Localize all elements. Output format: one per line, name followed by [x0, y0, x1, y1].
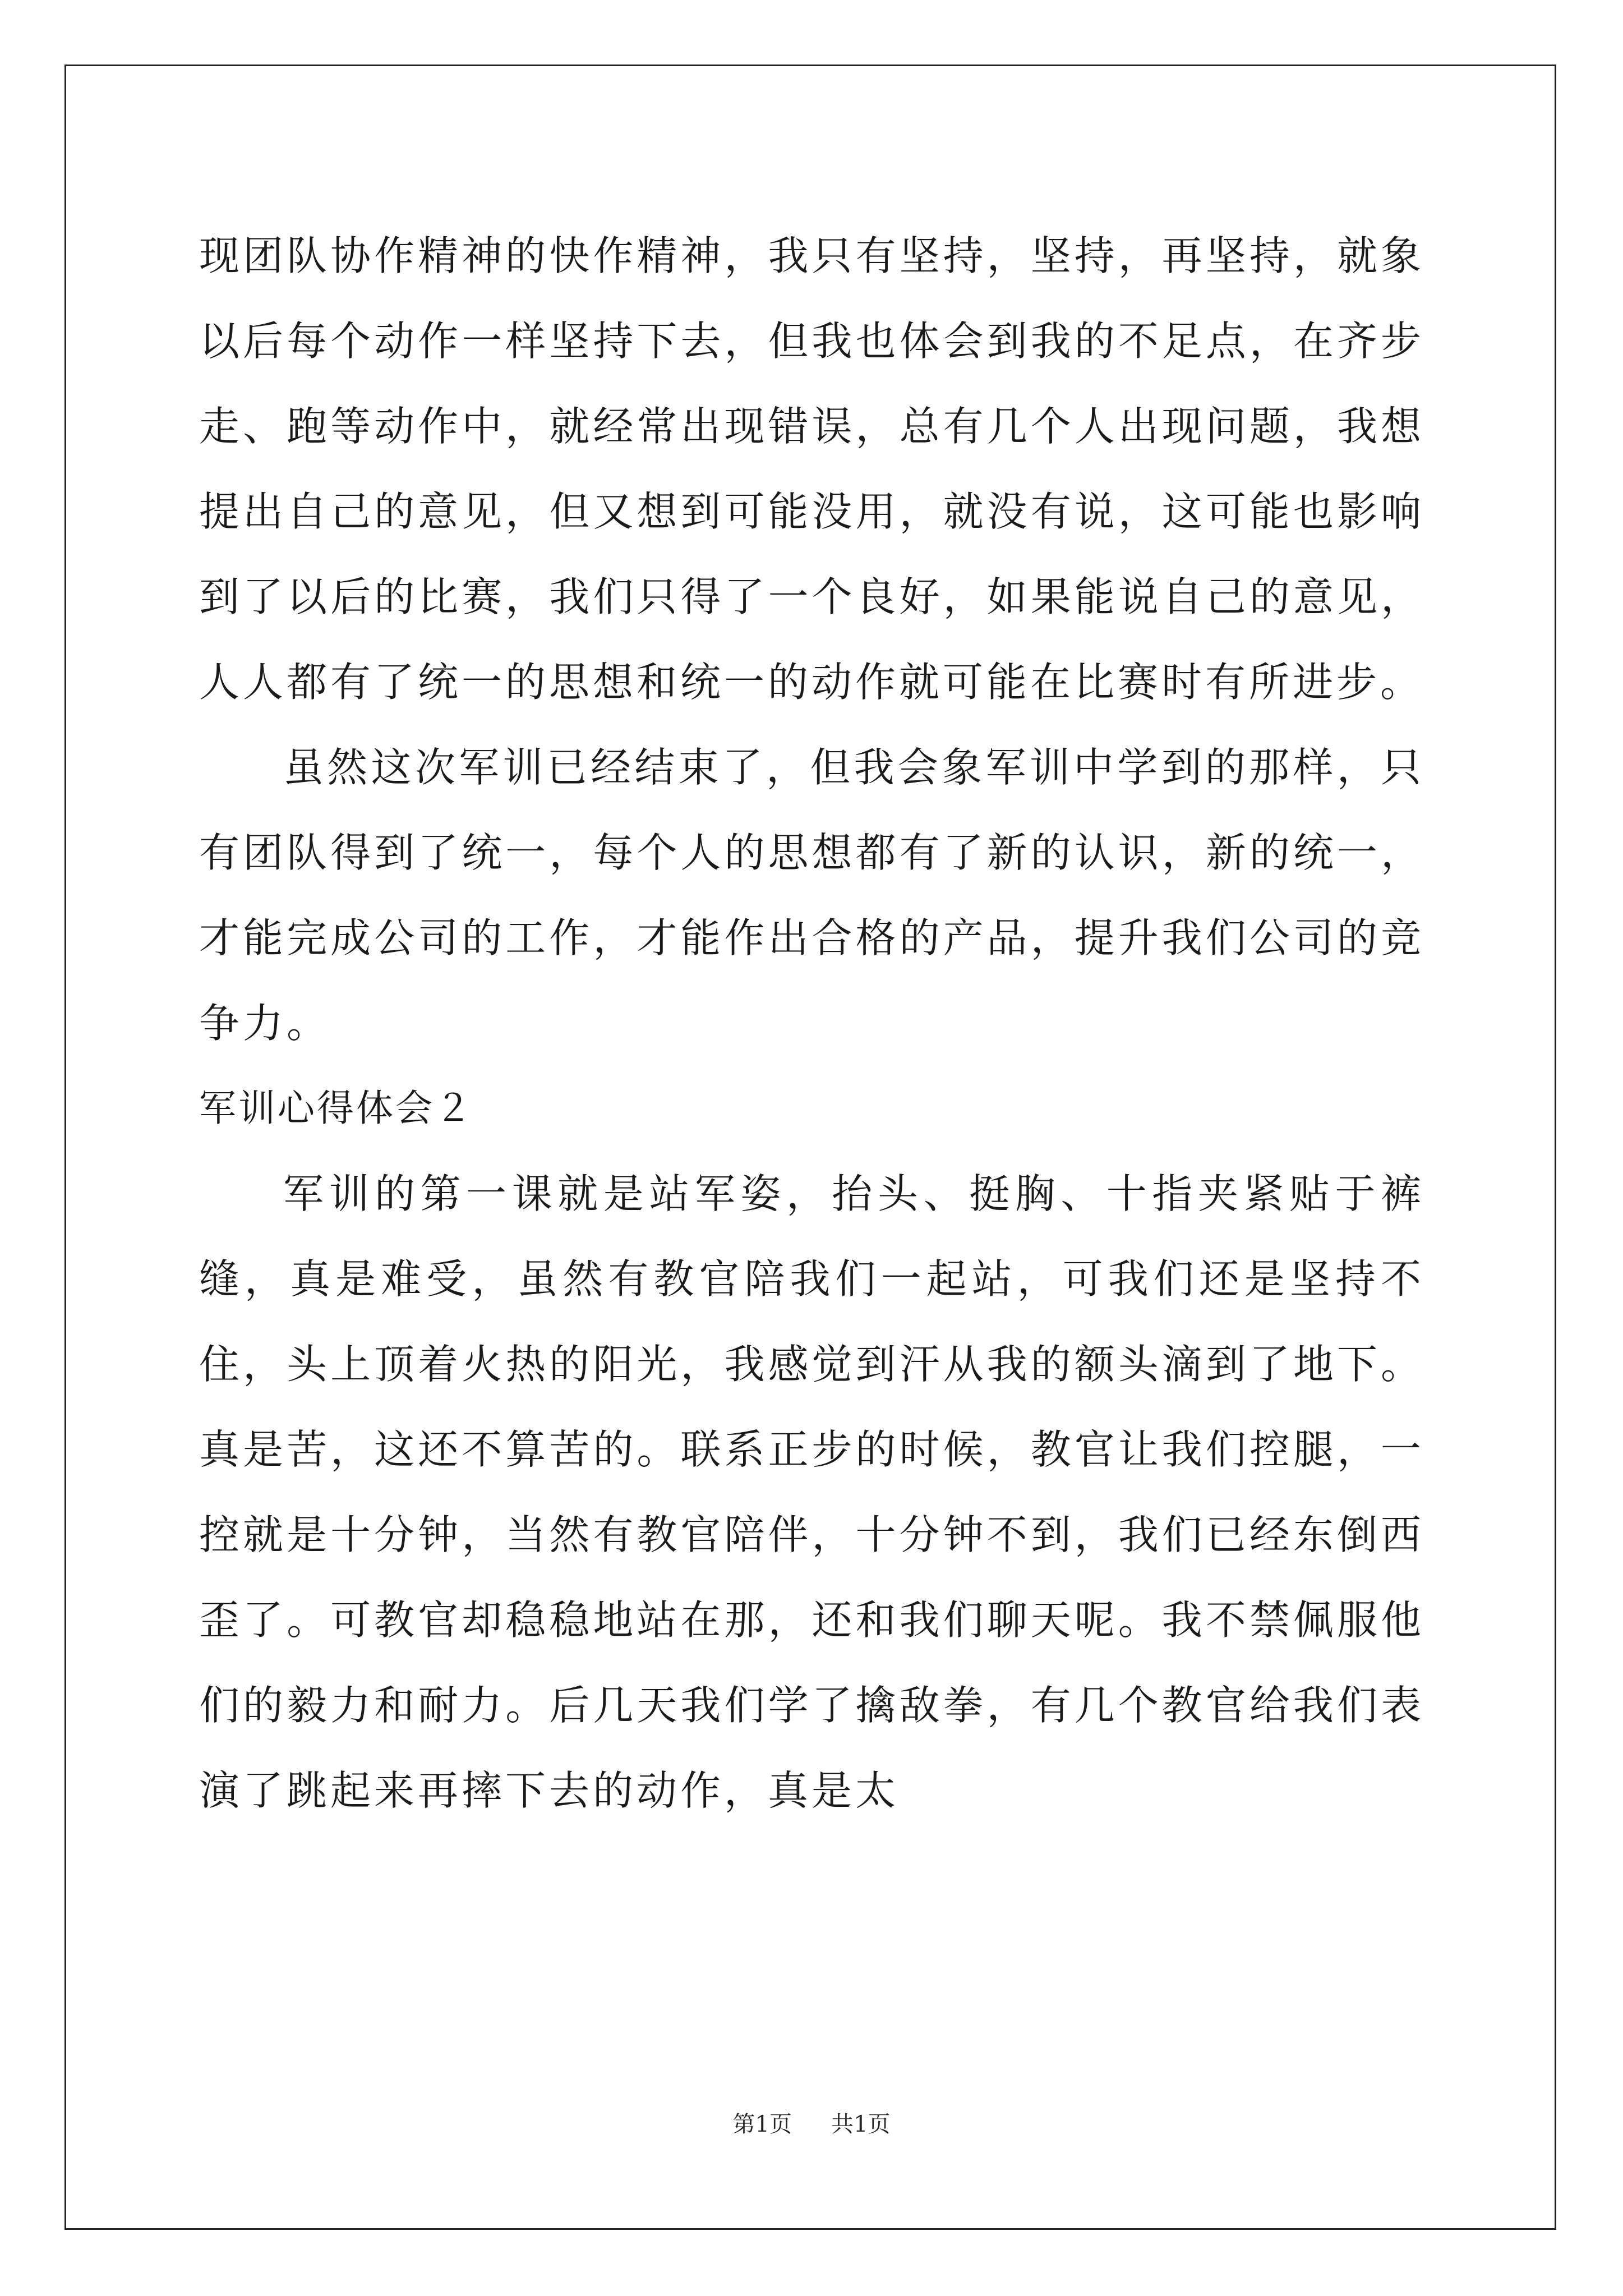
paragraph-continued: 现团队协作精神的快作精神，我只有坚持，坚持，再坚持，就象以后每个动作一样坚持下去，但我也体会到我的不足点，在齐步走、跑等动作中，就经常出现错误，总有几个人出现问题，我想提出自己的意见，但又想到可能没用，就没有说，这可能也影响到了以后的比赛，我们只得了一个良好，如果能说自己的意见，人人都有了统一的思想和统一的动作就可能在比赛时有所进步。	[199, 232, 1424, 706]
page-number: 第1页	[732, 2111, 792, 2137]
paragraph: 虽然这次军训已经结束了，但我会象军训中学到的那样，只有团队得到了统一，每个人的思想都有了新的认识，新的统一，才能完成公司的工作，才能作出合格的产品，提升我们公司的竞争力。	[199, 744, 1424, 1047]
page-footer	[0, 2110, 1623, 2138]
document-body	[199, 213, 1424, 1833]
section-heading: 军训心得体会２	[199, 1087, 474, 1130]
paragraph: 军训的第一课就是站军姿，抬头、挺胸、十指夹紧贴于裤缝，真是难受，虽然有教官陪我们一起站，可我们还是坚持不住，头上顶着火热的阳光，我感觉到汗从我的额头滴到了地下。真是苦，这还不算苦的。联系正步的时候，教官让我们控腿，一控就是十分钟，当然有教官陪伴，十分钟不到，我们已经东倒西歪了。可教官却稳稳地站在那，还和我们聊天呢。我不禁佩服他们的毅力和耐力。后几天我们学了擒敌拳，有几个教官给我们表演了跳起来再摔下去的动作，真是太	[199, 1170, 1424, 1814]
page-total: 共1页	[831, 2111, 891, 2137]
